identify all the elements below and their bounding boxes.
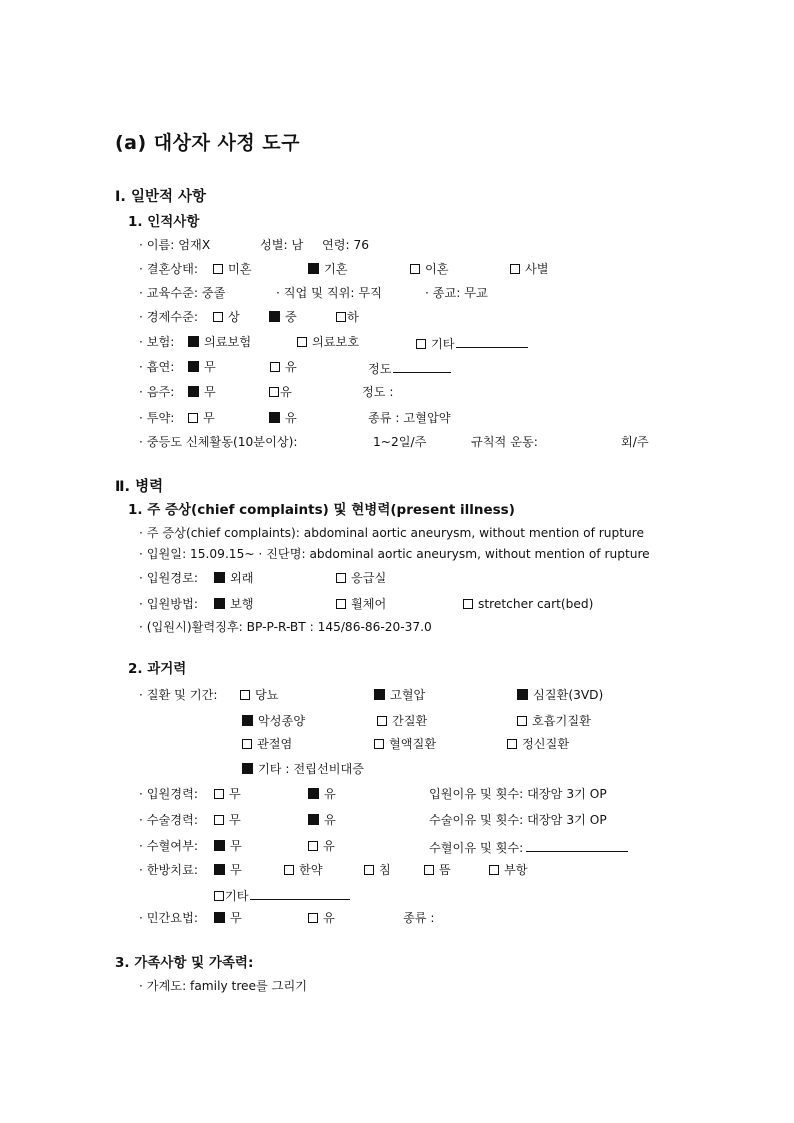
medication-option-no[interactable]: 무 bbox=[188, 412, 215, 424]
oriental-option-other[interactable]: 기타 bbox=[214, 888, 350, 902]
drinking-option-yes[interactable]: 유 bbox=[269, 386, 292, 398]
sex-field: 성별: 남 bbox=[260, 238, 304, 252]
smoking-degree: 정도 bbox=[368, 361, 451, 375]
checkbox-unchecked-icon bbox=[308, 913, 318, 923]
checkbox-checked-icon bbox=[242, 763, 253, 774]
activity-value: 1~2일/주 bbox=[373, 435, 427, 449]
transfusion-reason: 수혈이유 및 횟수: bbox=[429, 840, 628, 854]
disease-option-blood[interactable]: 혈액질환 bbox=[374, 738, 436, 750]
checkbox-unchecked-icon bbox=[336, 573, 346, 583]
subsection-chief-complaints: 1. 주 증상(chief complaints) 및 현병력(present illness) bbox=[128, 502, 515, 518]
subsection-personal-info: 1. 인적사항 bbox=[128, 214, 200, 230]
checkbox-unchecked-icon bbox=[214, 815, 224, 825]
checkbox-checked-icon bbox=[188, 336, 199, 347]
checkbox-checked-icon bbox=[517, 689, 528, 700]
job-field: · 직업 및 직위: 무직 bbox=[276, 286, 382, 300]
checkbox-unchecked-icon bbox=[213, 264, 223, 274]
economic-option-high[interactable]: 상 bbox=[213, 311, 240, 323]
checkbox-checked-icon bbox=[242, 715, 253, 726]
admission-diagnosis-field: · 입원일: 15.09.15~ · 진단명: abdominal aortic aneurysm, without mention of rupture bbox=[139, 547, 650, 561]
transfusion-label: · 수혈여부: bbox=[139, 839, 198, 853]
checkbox-unchecked-icon bbox=[416, 339, 426, 349]
method-option-stretcher[interactable]: stretcher cart(bed) bbox=[463, 598, 593, 610]
transfusion-option-yes[interactable]: 유 bbox=[308, 840, 335, 852]
folk-remedy-kind: 종류 : bbox=[403, 911, 435, 925]
checkbox-checked-icon bbox=[374, 689, 385, 700]
hospitalization-option-yes[interactable]: 유 bbox=[308, 788, 336, 800]
medication-kind: 종류 : 고혈압약 bbox=[368, 411, 451, 425]
checkbox-unchecked-icon bbox=[297, 337, 307, 347]
disease-option-arthritis[interactable]: 관절염 bbox=[242, 738, 292, 750]
marital-label: · 결혼상태: bbox=[139, 262, 198, 276]
exercise-label: 규칙적 운동: bbox=[471, 435, 538, 449]
disease-option-heart[interactable]: 심질환(3VD) bbox=[517, 689, 603, 701]
economic-label: · 경제수준: bbox=[139, 310, 198, 324]
education-field: · 교육수준: 중졸 bbox=[139, 286, 226, 300]
checkbox-unchecked-icon bbox=[377, 716, 387, 726]
checkbox-unchecked-icon bbox=[308, 841, 318, 851]
disease-option-mental[interactable]: 정신질환 bbox=[507, 738, 569, 750]
insurance-option-other[interactable]: 기타 bbox=[416, 336, 528, 350]
disease-option-cancer[interactable]: 악성종양 bbox=[242, 715, 305, 727]
checkbox-unchecked-icon bbox=[374, 739, 384, 749]
age-field: 연령: 76 bbox=[322, 238, 370, 252]
checkbox-unchecked-icon bbox=[463, 599, 473, 609]
folk-remedy-label: · 민간요법: bbox=[139, 911, 198, 925]
family-tree-field: · 가계도: family tree를 그리기 bbox=[139, 979, 308, 993]
disease-option-respiratory[interactable]: 호흡기질환 bbox=[517, 715, 591, 727]
oriental-option-herbal[interactable]: 한약 bbox=[284, 864, 323, 876]
disease-option-liver[interactable]: 간질환 bbox=[377, 715, 427, 727]
hospitalization-label: · 입원경력: bbox=[139, 787, 198, 801]
vital-signs-field: · (입원시)활력징후: BP-P-R-BT : 145/86-86-20-37.0 bbox=[139, 620, 432, 634]
checkbox-unchecked-icon bbox=[336, 312, 346, 322]
checkbox-checked-icon bbox=[308, 788, 319, 799]
disease-option-diabetes[interactable]: 당뇨 bbox=[240, 689, 279, 701]
page-title: (a) 대상자 사정 도구 bbox=[115, 132, 301, 154]
checkbox-unchecked-icon bbox=[424, 865, 434, 875]
checkbox-unchecked-icon bbox=[517, 716, 527, 726]
checkbox-unchecked-icon bbox=[284, 865, 294, 875]
economic-option-low[interactable]: 하 bbox=[336, 311, 359, 323]
section-history-heading: Ⅱ. 병력 bbox=[115, 479, 164, 495]
checkbox-checked-icon bbox=[214, 598, 225, 609]
subsection-past-history: 2. 과거력 bbox=[128, 661, 187, 677]
checkbox-checked-icon bbox=[214, 912, 225, 923]
drinking-label: · 음주: bbox=[139, 385, 175, 399]
oriental-option-moxibustion[interactable]: 뜸 bbox=[424, 864, 451, 876]
route-option-outpatient[interactable]: 외래 bbox=[214, 572, 254, 584]
admission-route-label: · 입원경로: bbox=[139, 571, 198, 585]
method-option-walking[interactable]: 보행 bbox=[214, 598, 254, 610]
other-blank-line[interactable] bbox=[250, 888, 350, 900]
exercise-value: 회/주 bbox=[621, 435, 649, 449]
surgery-label: · 수술경력: bbox=[139, 813, 198, 827]
activity-label: · 중등도 신체활동(10분이상): bbox=[139, 435, 298, 449]
oriental-option-acupuncture[interactable]: 침 bbox=[364, 864, 391, 876]
checkbox-checked-icon bbox=[214, 840, 225, 851]
checkbox-unchecked-icon bbox=[336, 599, 346, 609]
disease-option-other[interactable]: 기타 : 전립선비대증 bbox=[242, 763, 364, 775]
other-blank-line[interactable] bbox=[456, 336, 528, 348]
insurance-option-health[interactable]: 의료보험 bbox=[188, 336, 251, 348]
insurance-label: · 보험: bbox=[139, 335, 175, 349]
economic-option-middle[interactable]: 중 bbox=[269, 311, 297, 323]
hospitalization-option-no[interactable]: 무 bbox=[214, 788, 241, 800]
drinking-degree: 정도 : bbox=[362, 385, 394, 399]
checkbox-unchecked-icon bbox=[214, 789, 224, 799]
checkbox-unchecked-icon bbox=[489, 865, 499, 875]
admission-method-label: · 입원방법: bbox=[139, 597, 198, 611]
medication-label: · 투약: bbox=[139, 411, 175, 425]
medication-option-yes[interactable]: 유 bbox=[269, 412, 297, 424]
section-family-heading: 3. 가족사항 및 가족력: bbox=[115, 955, 254, 971]
religion-field: · 종교: 무교 bbox=[425, 286, 488, 300]
hospitalization-reason: 입원이유 및 횟수: 대장암 3기 OP bbox=[429, 787, 607, 801]
checkbox-checked-icon bbox=[308, 263, 319, 274]
insurance-option-aid[interactable]: 의료보호 bbox=[297, 336, 359, 348]
surgery-option-no[interactable]: 무 bbox=[214, 814, 241, 826]
checkbox-unchecked-icon bbox=[242, 739, 252, 749]
disease-option-hypertension[interactable]: 고혈압 bbox=[374, 689, 425, 701]
section-general-heading: Ⅰ. 일반적 사항 bbox=[115, 189, 207, 205]
chief-complaint-field: · 주 증상(chief complaints): abdominal aortic aneurysm, without mention of rupture bbox=[139, 526, 644, 540]
oriental-label: · 한방치료: bbox=[139, 863, 198, 877]
checkbox-checked-icon bbox=[308, 814, 319, 825]
drinking-option-no[interactable]: 무 bbox=[188, 386, 216, 398]
checkbox-unchecked-icon bbox=[214, 891, 224, 901]
checkbox-checked-icon bbox=[269, 412, 280, 423]
folk-option-no[interactable]: 무 bbox=[214, 912, 242, 924]
surgery-reason: 수술이유 및 횟수: 대장암 3기 OP bbox=[429, 813, 607, 827]
checkbox-checked-icon bbox=[188, 386, 199, 397]
checkbox-checked-icon bbox=[214, 864, 225, 875]
route-option-emergency[interactable]: 응급실 bbox=[336, 572, 386, 584]
surgery-option-yes[interactable]: 유 bbox=[308, 814, 336, 826]
marital-option-divorced[interactable]: 이혼 bbox=[410, 263, 449, 275]
checkbox-unchecked-icon bbox=[269, 387, 279, 397]
marital-option-single[interactable]: 미혼 bbox=[213, 263, 252, 275]
checkbox-unchecked-icon bbox=[240, 690, 250, 700]
checkbox-unchecked-icon bbox=[213, 312, 223, 322]
checkbox-checked-icon bbox=[269, 311, 280, 322]
method-option-wheelchair[interactable]: 휠체어 bbox=[336, 598, 386, 610]
smoking-option-yes[interactable]: 유 bbox=[270, 361, 297, 373]
smoking-label: · 흡연: bbox=[139, 360, 175, 374]
checkbox-checked-icon bbox=[188, 361, 199, 372]
marital-option-bereaved[interactable]: 사별 bbox=[510, 263, 549, 275]
folk-option-yes[interactable]: 유 bbox=[308, 912, 335, 924]
transfusion-blank-line[interactable] bbox=[526, 840, 628, 852]
marital-option-married[interactable]: 기혼 bbox=[308, 263, 348, 275]
oriental-option-no[interactable]: 무 bbox=[214, 864, 242, 876]
checkbox-unchecked-icon bbox=[510, 264, 520, 274]
transfusion-option-no[interactable]: 무 bbox=[214, 840, 242, 852]
smoking-option-no[interactable]: 무 bbox=[188, 361, 216, 373]
checkbox-unchecked-icon bbox=[270, 362, 280, 372]
name-field: · 이름: 엄재X bbox=[139, 238, 211, 252]
disease-label: · 질환 및 기간: bbox=[139, 688, 218, 702]
checkbox-unchecked-icon bbox=[364, 865, 374, 875]
oriental-option-cupping[interactable]: 부항 bbox=[489, 864, 528, 876]
checkbox-unchecked-icon bbox=[188, 413, 198, 423]
checkbox-unchecked-icon bbox=[410, 264, 420, 274]
degree-blank-line[interactable] bbox=[393, 361, 451, 373]
checkbox-unchecked-icon bbox=[507, 739, 517, 749]
checkbox-checked-icon bbox=[214, 572, 225, 583]
